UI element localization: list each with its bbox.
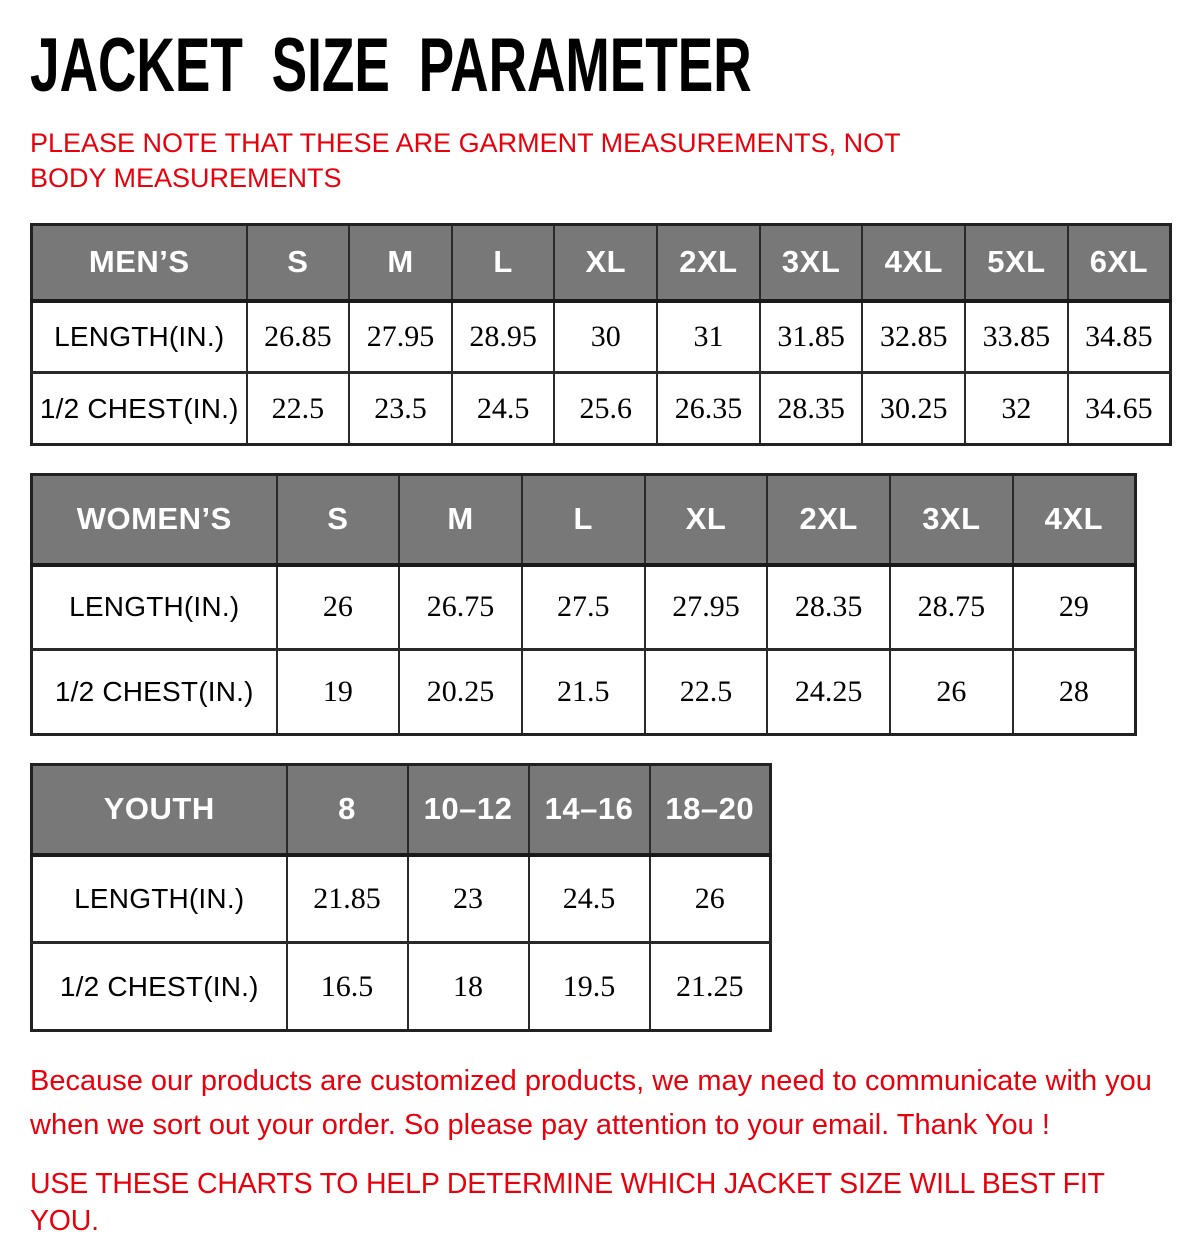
measurement-value: 22.5 bbox=[247, 373, 350, 445]
measurement-label: 1/2 CHEST(IN.) bbox=[32, 650, 277, 735]
measurement-value: 18 bbox=[408, 943, 529, 1031]
size-column-header: 10–12 bbox=[408, 765, 529, 855]
size-column-header: L bbox=[522, 475, 645, 565]
measurement-value: 22.5 bbox=[645, 650, 768, 735]
size-column-header: 2XL bbox=[767, 475, 890, 565]
measurement-value: 25.6 bbox=[554, 373, 657, 445]
table-group-label: YOUTH bbox=[32, 765, 287, 855]
measurement-value: 24.25 bbox=[767, 650, 890, 735]
measurement-value: 29 bbox=[1013, 565, 1136, 650]
size-column-header: XL bbox=[645, 475, 768, 565]
measurement-value: 32 bbox=[965, 373, 1068, 445]
measurement-value: 31.85 bbox=[760, 301, 863, 373]
size-column-header: 5XL bbox=[965, 225, 1068, 301]
size-header-row bbox=[32, 765, 771, 855]
size-column-header: 8 bbox=[287, 765, 408, 855]
measurement-value: 28.35 bbox=[760, 373, 863, 445]
measurement-label: LENGTH(IN.) bbox=[32, 565, 277, 650]
page-title: JACKET SIZE PARAMETER bbox=[30, 23, 752, 108]
measurement-row bbox=[32, 943, 771, 1031]
customization-notice-line2: when we sort out your order. So please pay attention to your email. Thank You ! bbox=[30, 1108, 1050, 1141]
measurement-row bbox=[32, 301, 1171, 373]
measurement-label: LENGTH(IN.) bbox=[32, 855, 287, 943]
measurement-value: 21.25 bbox=[650, 943, 771, 1031]
measurement-value: 27.95 bbox=[349, 301, 452, 373]
measurement-row bbox=[32, 373, 1171, 445]
measurement-value: 26.85 bbox=[247, 301, 350, 373]
measurement-value: 20.25 bbox=[399, 650, 522, 735]
measurement-value: 24.5 bbox=[452, 373, 555, 445]
measurement-value: 30 bbox=[554, 301, 657, 373]
measurement-value: 19 bbox=[277, 650, 400, 735]
measurement-value: 21.85 bbox=[287, 855, 408, 943]
measurement-row bbox=[32, 650, 1136, 735]
measurement-label: 1/2 CHEST(IN.) bbox=[32, 943, 287, 1031]
table-group-label: MEN’S bbox=[32, 225, 247, 301]
measurement-value: 21.5 bbox=[522, 650, 645, 735]
size-column-header: M bbox=[399, 475, 522, 565]
measurement-value: 26 bbox=[890, 650, 1013, 735]
measurement-value: 28.35 bbox=[767, 565, 890, 650]
chart-usage-note: USE THESE CHARTS TO HELP DETERMINE WHICH JACKET SIZE WILL BEST FIT YOU. bbox=[30, 1168, 1105, 1238]
size-column-header: 14–16 bbox=[529, 765, 650, 855]
measurement-value: 34.65 bbox=[1068, 373, 1171, 445]
measurement-value: 23 bbox=[408, 855, 529, 943]
measurement-value: 23.5 bbox=[349, 373, 452, 445]
size-column-header: 4XL bbox=[862, 225, 965, 301]
size-header-row bbox=[32, 475, 1136, 565]
measurement-value: 19.5 bbox=[529, 943, 650, 1031]
size-column-header: 6XL bbox=[1068, 225, 1171, 301]
measurement-value: 26.35 bbox=[657, 373, 760, 445]
measurement-row bbox=[32, 855, 771, 943]
measurement-value: 26.75 bbox=[399, 565, 522, 650]
measurement-value: 34.85 bbox=[1068, 301, 1171, 373]
measurement-value: 27.5 bbox=[522, 565, 645, 650]
size-column-header: M bbox=[349, 225, 452, 301]
measurement-value: 28 bbox=[1013, 650, 1136, 735]
measurement-value: 26 bbox=[277, 565, 400, 650]
measurement-row bbox=[32, 565, 1136, 650]
size-column-header: 4XL bbox=[1013, 475, 1136, 565]
measurement-value: 27.95 bbox=[645, 565, 768, 650]
measurement-value: 28.95 bbox=[452, 301, 555, 373]
measurement-label: LENGTH(IN.) bbox=[32, 301, 247, 373]
table-group-label: WOMEN’S bbox=[32, 475, 277, 565]
size-column-header: 2XL bbox=[657, 225, 760, 301]
measurement-value: 30.25 bbox=[862, 373, 965, 445]
garment-measurement-note: PLEASE NOTE THAT THESE ARE GARMENT MEASUREMENTS, NOT BODY MEASUREMENTS bbox=[30, 128, 901, 194]
size-column-header: XL bbox=[554, 225, 657, 301]
size-column-header: 3XL bbox=[890, 475, 1013, 565]
measurement-label: 1/2 CHEST(IN.) bbox=[32, 373, 247, 445]
size-column-header: S bbox=[277, 475, 400, 565]
size-column-header: 18–20 bbox=[650, 765, 771, 855]
youth-size-table bbox=[30, 763, 772, 1032]
measurement-value: 16.5 bbox=[287, 943, 408, 1031]
measurement-value: 24.5 bbox=[529, 855, 650, 943]
mens-size-table bbox=[30, 223, 1172, 446]
womens-size-table bbox=[30, 473, 1137, 736]
customization-notice bbox=[30, 1060, 1172, 1147]
measurement-value: 28.75 bbox=[890, 565, 1013, 650]
size-column-header: L bbox=[452, 225, 555, 301]
measurement-value: 31 bbox=[657, 301, 760, 373]
size-column-header: 3XL bbox=[760, 225, 863, 301]
measurement-value: 33.85 bbox=[965, 301, 1068, 373]
size-column-header: S bbox=[247, 225, 350, 301]
size-header-row bbox=[32, 225, 1171, 301]
measurement-value: 26 bbox=[650, 855, 771, 943]
measurement-value: 32.85 bbox=[862, 301, 965, 373]
customization-notice-line1: Because our products are customized products, we may need to communicate with you bbox=[30, 1065, 1152, 1098]
